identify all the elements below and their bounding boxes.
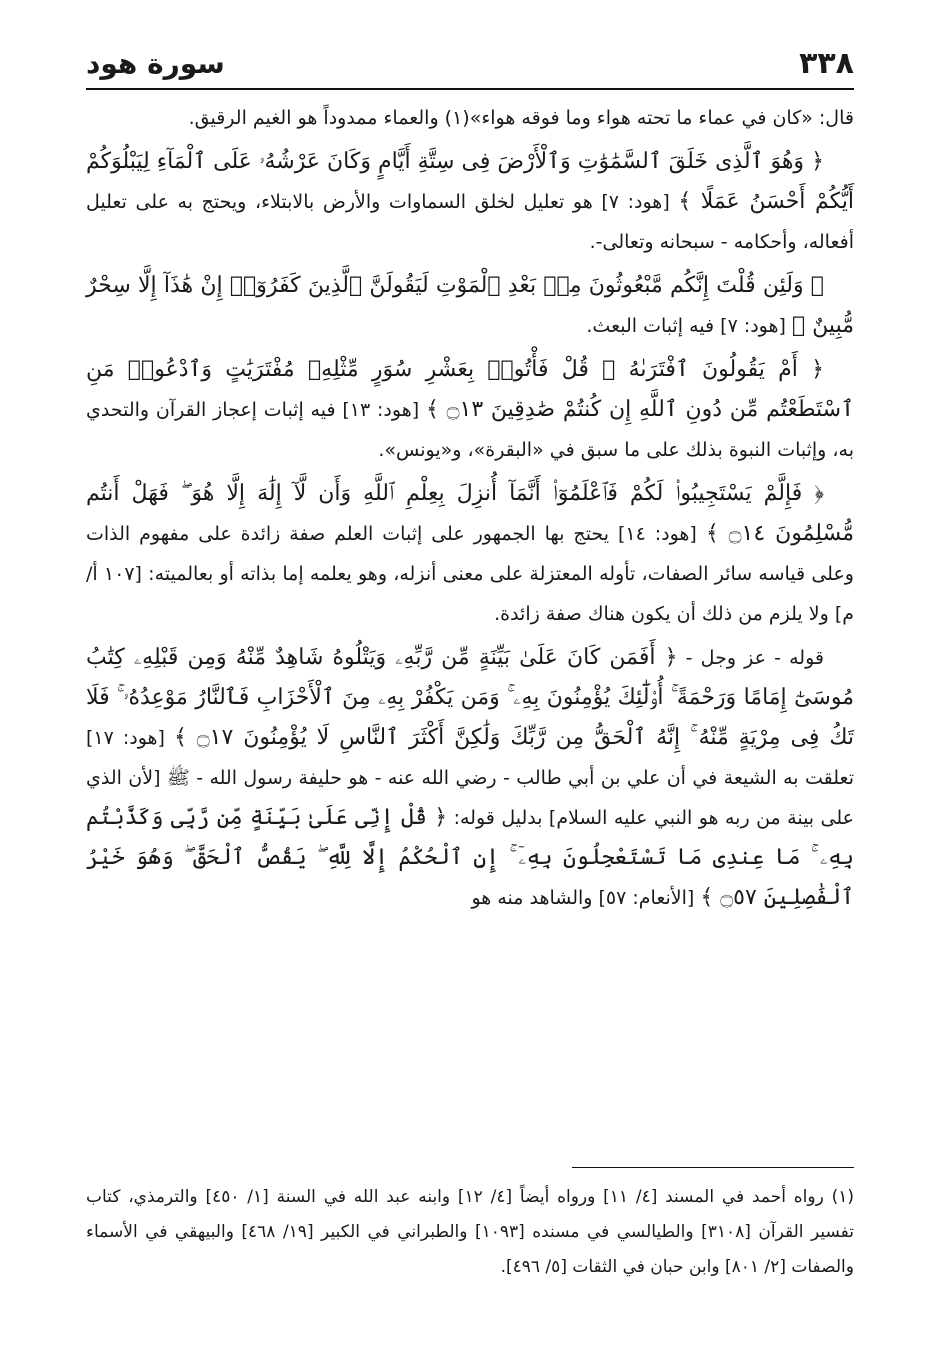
quran-verse: ﴿ وَلَئِن قُلْتَ إِنَّكُم مَّبْعُوثُونَ مِنۢ بَعْدِ ٱلْمَوْتِ لَيَقُولَنَّ ٱلَّذِينَ كَفَرُوٓا۟ إِنْ هَٰذَآ إِلَّا سِحْرٌ مُّبِينٌ ﴾ [86, 273, 854, 338]
paragraph-text: [هود: ٧] فيه إثبات البعث. [586, 315, 792, 337]
page-header [86, 38, 854, 90]
paragraph [86, 142, 854, 262]
paragraph-text: [هود: ٧] هو تعليل لخلق السماوات والأرض بالابتلاء، ويحتج به على تعليل أفعاله، وأحكامه - سبحانه وتعالى-. [86, 191, 854, 253]
paragraph [86, 350, 854, 470]
footnote: (١) رواه أحمد في المسند [٤/ ١١] ورواه أيضاً [٤/ ١٢] وابنه عبد الله في السنة [١/ ٤٥٠] والترمذي، كتاب تفسير القرآن [٣١٠٨] والطيالسي في مسنده [١٠٩٣] والطبراني في الكبير [١٩/ ٤٦٨] والبيهقي في الأسماء والصفات [٢/ ٨٠١] وابن حبان في الثقات [٥/ ٤٩٦]. [86, 1187, 854, 1277]
footnote-divider [572, 1167, 854, 1168]
paragraph-text: قال: «كان في عماء ما تحته هواء وما فوقه هواء»(١) والعماء ممدوداً هو الغيم الرقيق. [188, 107, 854, 129]
footnotes [86, 1180, 854, 1285]
paragraph [86, 98, 854, 138]
paragraph-text: [هود: ١٧] تعلقت به الشيعة في أن علي بن أبي طالب - رضي الله عنه - هو حليفة رسول الله - ﷺ [لأن الذي على بينة من ربه هو النبي عليه السلام] بدليل قوله: [86, 727, 855, 829]
quran-verse: ﴿ قُلْ إِنِّى عَلَىٰ بَيِّنَةٍ مِّن رَّبِّى وَكَذَّبْتُم بِهِۦ ۚ مَا عِندِى مَا تَسْتَعْجِلُونَ بِهِۦٓ ۚ إِنِ ٱلْحُكْمُ إِلَّا لِلَّهِ ۖ يَقُصُّ ٱلْحَقَّ ۖ وَهُوَ خَيْرُ ٱلْفَٰصِلِينَ ۝٥٧ ﴾ [86, 805, 854, 910]
main-text [86, 98, 854, 922]
quran-verse: ﴿ أَمْ يَقُولُونَ ٱفْتَرَىٰهُ ۖ قُلْ فَأْتُوا۟ بِعَشْرِ سُوَرٍ مِّثْلِهِۦ مُفْتَرَيَٰتٍ وَٱدْعُوا۟ مَنِ ٱسْتَطَعْتُم مِّن دُونِ ٱللَّهِ إِن كُنتُمْ صَٰدِقِينَ ۝١٣ ﴾ [86, 357, 854, 422]
quran-verse: ﴿ أَفَمَن كَانَ عَلَىٰ بَيِّنَةٍ مِّن رَّبِّهِۦ وَيَتْلُوهُ شَاهِدٌ مِّنْهُ وَمِن قَبْلِهِۦ كِتَٰبُ مُوسَىٰٓ إِمَامًا وَرَحْمَةً ۚ أُو۟لَٰٓئِكَ يُؤْمِنُونَ بِهِۦ ۚ وَمَن يَكْفُرْ بِهِۦ مِنَ ٱلْأَحْزَابِ فَٱلنَّارُ مَوْعِدُهُۥ ۚ فَلَا تَكُ فِى مِرْيَةٍ مِّنْهُ ۚ إِنَّهُ ٱلْحَقُّ مِن رَّبِّكَ وَلَٰكِنَّ أَكْثَرَ ٱلنَّاسِ لَا يُؤْمِنُونَ ۝١٧ ﴾ [86, 645, 854, 750]
quran-verse: ﴿ فَإِلَّمْ يَسْتَجِيبُوا۟ لَكُمْ فَٱعْلَمُوٓا۟ أَنَّمَآ أُنزِلَ بِعِلْمِ ٱللَّهِ وَأَن لَّآ إِلَٰهَ إِلَّا هُوَ ۖ فَهَلْ أَنتُم مُّسْلِمُونَ ۝١٤ ﴾ [86, 481, 854, 546]
page-number: ٣٣٨ [799, 45, 854, 81]
paragraph [86, 638, 854, 918]
paragraph-text: [الأنعام: ٥٧] والشاهد منه هو [471, 887, 701, 909]
paragraph [86, 266, 854, 346]
running-title: سورة هود [86, 46, 225, 80]
paragraph-text: قوله - عز وجل - [677, 647, 824, 669]
paragraph [86, 474, 854, 634]
paragraph-text: [هود: ١٣] فيه إثبات إعجاز القرآن والتحدي به، وإثبات النبوة بذلك على ما سبق في «البقرة»، و«يونس». [86, 399, 854, 461]
paragraph-text: [هود: ١٤] يحتج بها الجمهور على إثبات العلم صفة زائدة على مفهوم الذات وعلى قياسه سائر الصفات، تأوله المعتزلة على معنى أنزله، وهو يعلمه إما بذاته أو بعالميته: [١٠٧ أ/ م] ولا يلزم من ذلك أن يكون هناك صفة زائدة. [86, 523, 854, 625]
quran-verse: ﴿ وَهُوَ ٱلَّذِى خَلَقَ ٱلسَّمَٰوَٰتِ وَٱلْأَرْضَ فِى سِتَّةِ أَيَّامٍ وَكَانَ عَرْشُهُۥ عَلَى ٱلْمَآءِ لِيَبْلُوَكُمْ أَيُّكُمْ أَحْسَنُ عَمَلًا ﴾ [86, 149, 854, 214]
